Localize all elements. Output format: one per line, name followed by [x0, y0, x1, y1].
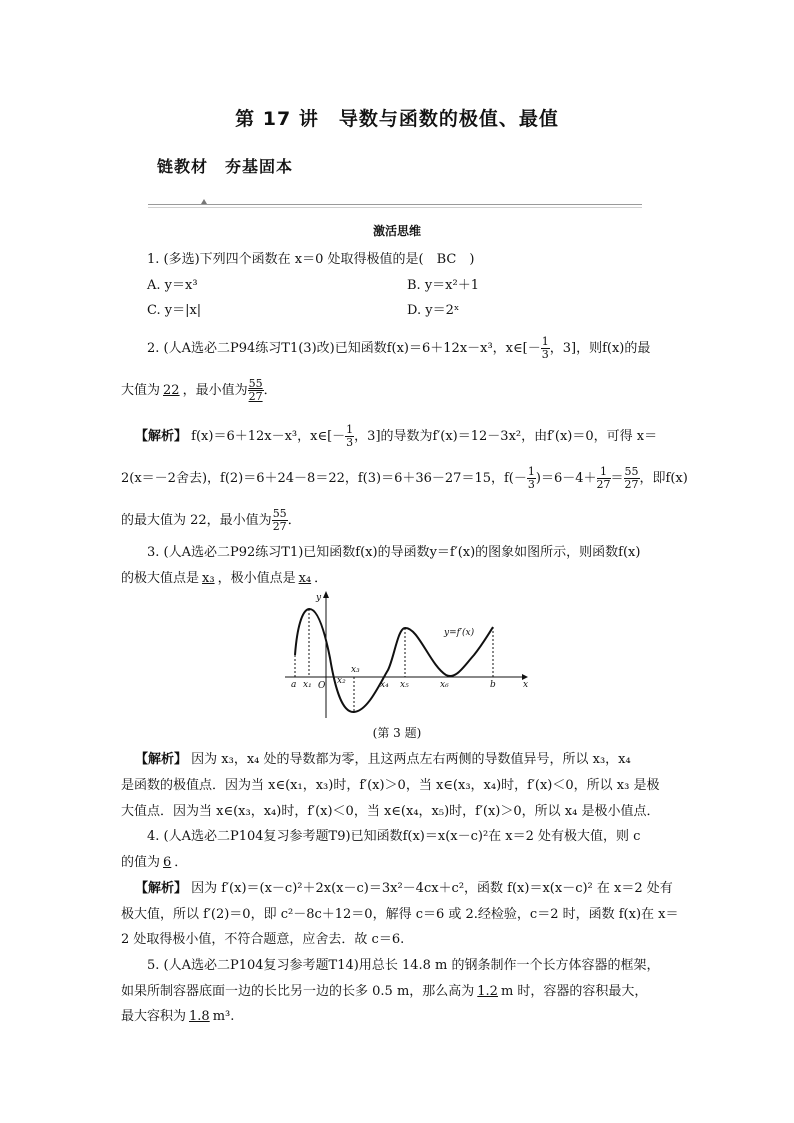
q3-stem-line1: 3. (人A选必二P92练习T1)已知函数f(x)的导函数y＝f′(x)的图象如图所示，则函数f(x): [147, 545, 641, 560]
label-y-axis: y: [316, 593, 322, 603]
q5-stem-line1: 5. (人A选必二P104复习参考题T14)用总长 14.8 m 的钢条制作一个长方体容器的框架，: [147, 958, 660, 973]
q2-sol1a: f(x)＝6＋12x－x³，x∈[－: [191, 429, 346, 444]
q2-min-label: ，最小值为: [182, 383, 248, 398]
q3-max-label: 的极大值点是: [121, 571, 200, 586]
q2-sol1b: ，3]的导数为f′(x)＝12－3x²，由f′(x)＝0，可得 x＝: [354, 429, 658, 444]
q2-max-answer: 22: [163, 383, 180, 398]
q2-sol2-frac: [527, 466, 536, 491]
q2-sol-frac: [345, 424, 354, 449]
q4-sol1: 因为 f′(x)＝(x－c)²＋2x(x－c)＝3x²－4cx＋c²，函数 f(x)＝x(x－c)² 在 x＝2 处有: [191, 881, 673, 896]
q2-frac-num: 1: [541, 335, 549, 348]
label-x2: x₂: [337, 676, 346, 686]
q4-end: ．: [174, 855, 188, 870]
label-a: a: [291, 680, 297, 690]
q5-volume-answer: 1.8: [189, 1009, 210, 1024]
q4-solution-line3: 2 处取得极小值，不符合题意，应舍去．故 c＝6.: [121, 932, 405, 947]
q2-interval-left: [－: [522, 341, 541, 356]
label-b: b: [490, 680, 496, 690]
q2-stem-end: ，则f(x)的最: [576, 341, 651, 356]
q2-sol3-frac: [272, 508, 288, 533]
label-x-axis: x: [523, 680, 529, 690]
label-x3: x₃: [351, 665, 360, 675]
q2-min-den: 27: [248, 390, 263, 403]
q2-end: ．: [263, 383, 277, 398]
q1-option-d: D. y＝2ˣ: [407, 303, 460, 318]
q2-min-num: 55: [248, 377, 263, 390]
q5-height-end: m 时，容器的容积最大，: [500, 984, 648, 999]
q2-sol3-end: ．: [287, 513, 301, 528]
q5-stem-line3: [121, 1009, 234, 1025]
q4-stem-line2: [121, 855, 187, 871]
q2-sol2-frac-den: 3: [527, 478, 535, 491]
q3-solution-line1: [135, 752, 631, 768]
derivative-graph: [280, 588, 540, 723]
q3-solution-tag: 【解析】: [135, 752, 188, 767]
q2-sol2-frac2-den: 27: [596, 478, 611, 491]
q2-sol2a: 2(x＝－2舍去)，f(2)＝6＋24－8＝22，f(3)＝6＋36－27＝15，f(－: [121, 471, 527, 486]
q3-end: ．: [314, 571, 328, 586]
q5-volume-label: 最大容积为: [121, 1009, 187, 1024]
subsection-heading: 激活思维: [372, 224, 421, 238]
q2-sol2c: ＝: [610, 471, 624, 486]
q1-stem: 1. (多选)下列四个函数在 x＝0 处取得极值的是( BC ): [147, 252, 475, 267]
label-origin: O: [318, 681, 326, 691]
q2-sol2b: )＝6－4＋: [535, 471, 597, 486]
divider-marker-icon: [201, 199, 207, 204]
q4-solution-line1: [135, 881, 673, 897]
q4-solution-tag: 【解析】: [135, 881, 188, 896]
q1-option-a: A. y＝x³: [147, 278, 198, 293]
q5-height-label: 如果所制容器底面一边的长比另一边的长多 0.5 m，那么高为: [121, 984, 475, 999]
divider-secondary: [148, 207, 642, 208]
q3-min-answer: x₄: [298, 571, 312, 586]
y-axis-arrow-icon: [323, 591, 329, 598]
section-heading: 链教材 夯基固本: [157, 157, 294, 176]
q3-solution-line3: 大值点．因为当 x∈(x₃，x₄)时，f′(x)＜0，当 x∈(x₄，x₅)时，f′(x)＞0，所以 x₄ 是极小值点．: [121, 804, 660, 819]
q2-sol-frac-den: 3: [346, 436, 354, 449]
q2-interval-right: ，3]: [549, 341, 577, 356]
label-x1: x₁: [303, 680, 312, 690]
q2-min-answer: [248, 378, 264, 403]
label-x5: x₅: [400, 680, 409, 690]
q2-answer-line: [121, 378, 277, 403]
q4-answer: 6: [163, 855, 172, 870]
q2-sol2-frac2: [597, 466, 611, 491]
q2-stem: [147, 336, 650, 361]
q4-stem-line1: 4. (人A选必二P104复习参考题T9)已知函数f(x)＝x(x－c)²在 x＝2 处有极大值，则 c: [147, 829, 641, 844]
q3-max-answer: x₃: [202, 571, 215, 586]
q2-sol2-frac2-num: 1: [597, 466, 611, 479]
q3-min-label: ，极小值点是: [217, 571, 296, 586]
q1-option-c: C. y＝|x|: [147, 303, 202, 318]
q3-stem-line2: [121, 571, 327, 587]
q2-sol2-frac3-num: 55: [624, 465, 639, 478]
divider: [148, 204, 642, 205]
q2-solution-line1: [135, 424, 657, 449]
q3-sol1: 因为 x₃，x₄ 处的导数都为零，且这两点左右两侧的导数值异号，所以 x₃，x₄: [191, 752, 631, 767]
derivative-curve: [295, 609, 493, 712]
q4-solution-line2: 极大值，所以 f′(2)＝0，即 c²－8c＋12＝0，解得 c＝6 或 2.经检验，c＝2 时，函数 f(x)在 x＝: [121, 907, 679, 922]
q2-frac-den: 3: [541, 348, 549, 361]
q2-sol3: 的最大值为 22，最小值为: [121, 513, 272, 528]
q2-solution-tag: 【解析】: [135, 429, 188, 444]
label-x4: x₄: [380, 680, 389, 690]
q4-label: 的值为: [121, 855, 161, 870]
q2-sol3-frac-den: 27: [272, 520, 287, 533]
q5-volume-end: m³.: [212, 1009, 235, 1024]
q2-solution-line3: [121, 508, 301, 533]
q2-solution-line2: [121, 466, 688, 491]
q2-stem-text: 2. (人A选必二P94练习T1(3)改)已知函数f(x)＝6＋12x－x³，x∈: [147, 341, 523, 356]
q5-stem-line2: [121, 984, 647, 1000]
q2-sol2-frac3: [624, 466, 640, 491]
q2-fraction: [541, 336, 550, 361]
q5-height-answer: 1.2: [477, 984, 498, 999]
label-x6: x₆: [440, 680, 449, 690]
curve-label: y=f′(x): [444, 628, 475, 638]
page-title: 第 17 讲 导数与函数的极值、最值: [235, 108, 559, 130]
q1-option-b: B. y＝x²＋1: [407, 278, 479, 293]
q2-sol-frac-num: 1: [346, 423, 354, 436]
q2-sol2-frac-num: 1: [527, 465, 535, 478]
q3-solution-line2: 是函数的极值点．因为当 x∈(x₁，x₃)时，f′(x)＞0，当 x∈(x₃，x₄)时，f′(x)＜0，所以 x₃ 是极: [121, 778, 660, 793]
q2-sol2-frac3-den: 27: [624, 478, 639, 491]
figure-caption: (第 3 题): [372, 726, 422, 740]
q2-max-label: 大值为: [121, 383, 161, 398]
q2-sol3-frac-num: 55: [272, 507, 287, 520]
q2-sol2d: ，即f(x): [639, 471, 688, 486]
